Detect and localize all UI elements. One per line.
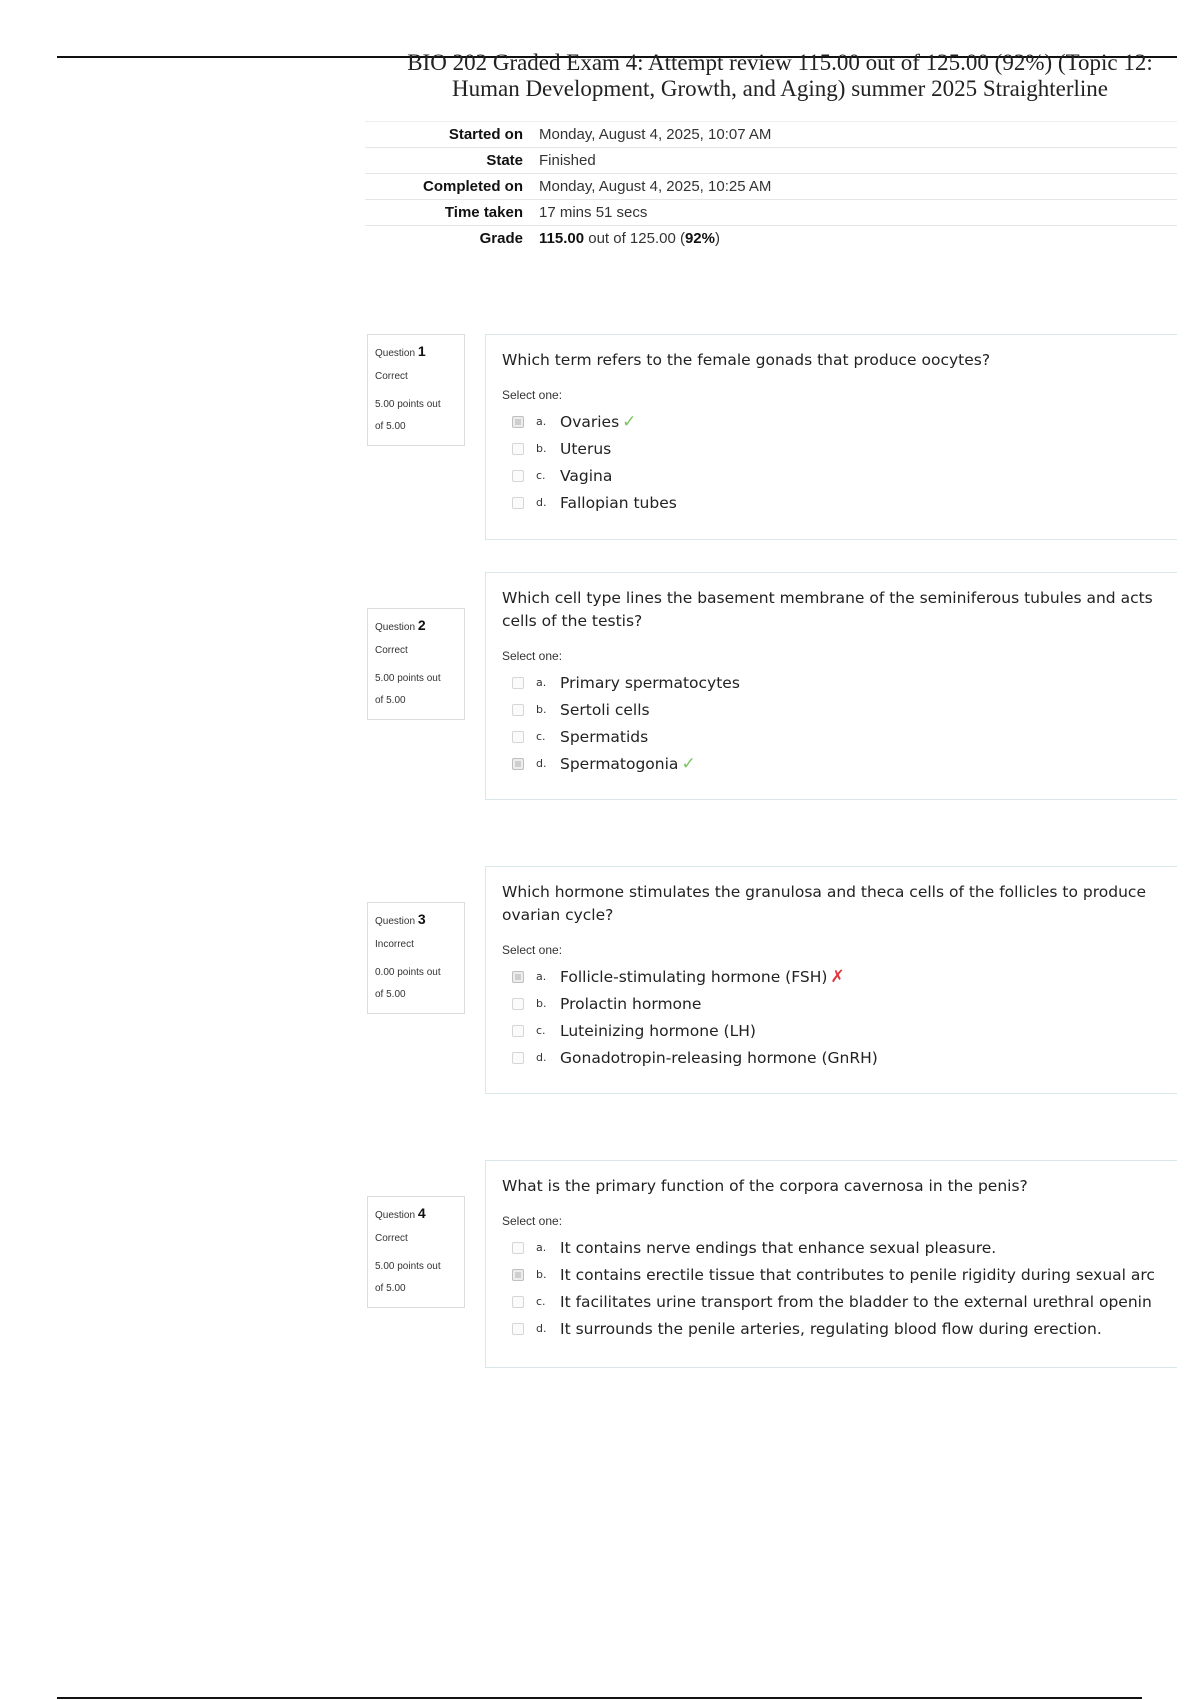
summary-label: Time taken xyxy=(365,200,531,226)
radio-button[interactable] xyxy=(512,1323,524,1335)
answer-letter: b. xyxy=(536,997,547,1010)
question-grade xyxy=(375,962,457,1006)
answer-option-a[interactable] xyxy=(502,1234,1177,1261)
question-number-value: 2 xyxy=(417,617,426,633)
incorrect-cross-icon: ✗ xyxy=(830,966,845,987)
answer-letter: a. xyxy=(536,415,547,428)
summary-row-state xyxy=(365,148,1177,174)
radio-button[interactable] xyxy=(512,677,524,689)
correct-check-icon: ✓ xyxy=(622,411,637,432)
question-grade xyxy=(375,394,457,438)
answer-list xyxy=(502,963,1177,1071)
select-prompt: Select one: xyxy=(502,1214,563,1228)
question-info-2 xyxy=(367,608,465,720)
question-grade-line-1: 5.00 points out xyxy=(375,673,441,684)
answer-option-d[interactable] xyxy=(502,1315,1177,1342)
question-grade-line-1: 0.00 points out xyxy=(375,967,441,978)
answer-letter: a. xyxy=(536,970,547,983)
answer-text: It surrounds the penile arteries, regulating blood flow during erection. xyxy=(560,1319,1102,1338)
answer-option-a[interactable] xyxy=(502,669,1177,696)
radio-button[interactable] xyxy=(512,416,524,428)
answer-text: It contains erectile tissue that contributes to penile rigidity during sexual arc xyxy=(560,1265,1155,1284)
question-grade-line-2: of 5.00 xyxy=(375,1283,406,1294)
page-title xyxy=(360,50,1200,102)
answer-option-d[interactable] xyxy=(502,489,1177,516)
summary-label: Grade xyxy=(365,226,531,252)
question-state: Correct xyxy=(375,645,408,656)
question-info-3 xyxy=(367,902,465,1014)
question-number xyxy=(375,1205,457,1221)
radio-button[interactable] xyxy=(512,1025,524,1037)
radio-button[interactable] xyxy=(512,704,524,716)
answer-letter: c. xyxy=(536,1295,546,1308)
radio-button[interactable] xyxy=(512,731,524,743)
radio-button[interactable] xyxy=(512,1052,524,1064)
answer-list xyxy=(502,1234,1177,1342)
question-grade xyxy=(375,668,457,712)
question-label: Question xyxy=(375,348,416,359)
summary-value: Finished xyxy=(531,148,1177,174)
answer-option-b[interactable] xyxy=(502,1261,1177,1288)
answer-option-a[interactable] xyxy=(502,963,1177,990)
answer-letter: b. xyxy=(536,1268,547,1281)
answer-text: Sertoli cells xyxy=(560,700,650,719)
answer-letter: b. xyxy=(536,442,547,455)
summary-row-started xyxy=(365,122,1177,148)
answer-option-a[interactable] xyxy=(502,408,1177,435)
answer-option-c[interactable] xyxy=(502,462,1177,489)
answer-option-b[interactable] xyxy=(502,435,1177,462)
summary-label: Started on xyxy=(365,122,531,148)
question-grade-line-1: 5.00 points out xyxy=(375,399,441,410)
answer-letter: c. xyxy=(536,469,546,482)
answer-list xyxy=(502,669,1177,777)
answer-option-c[interactable] xyxy=(502,723,1177,750)
answer-option-b[interactable] xyxy=(502,696,1177,723)
question-grade xyxy=(375,1256,457,1300)
attempt-summary-table xyxy=(365,121,1177,252)
answer-text: Gonadotropin-releasing hormone (GnRH) xyxy=(560,1048,878,1067)
radio-button[interactable] xyxy=(512,470,524,482)
answer-letter: a. xyxy=(536,676,547,689)
select-prompt: Select one: xyxy=(502,943,563,957)
question-text-line-1: What is the primary function of the corpora cavernosa in the penis? xyxy=(502,1177,1028,1195)
answer-letter: c. xyxy=(536,1024,546,1037)
page-title-line-1: BIO 202 Graded Exam 4: Attempt review 115.00 out of 125.00 (92%) (Topic 12: xyxy=(407,50,1153,75)
summary-value: 17 mins 51 secs xyxy=(531,200,1177,226)
question-number xyxy=(375,617,457,633)
radio-button[interactable] xyxy=(512,998,524,1010)
question-grade-line-2: of 5.00 xyxy=(375,695,406,706)
answer-text: Prolactin hormone xyxy=(560,994,702,1013)
page-title-line-2: Human Development, Growth, and Aging) summer 2025 Straighterline xyxy=(451,76,1109,101)
answer-list xyxy=(502,408,1177,516)
question-label: Question xyxy=(375,916,416,927)
answer-text: Uterus xyxy=(560,439,612,458)
question-text xyxy=(502,1175,1177,1198)
question-number-value: 3 xyxy=(417,911,426,927)
question-text-line-2: cells of the testis? xyxy=(502,612,643,630)
summary-row-grade xyxy=(365,226,1177,252)
answer-option-c[interactable] xyxy=(502,1288,1177,1315)
summary-label: Completed on xyxy=(365,174,531,200)
summary-grade-value xyxy=(531,226,1177,252)
summary-row-completed xyxy=(365,174,1177,200)
question-number xyxy=(375,343,457,359)
answer-text: Ovaries xyxy=(560,412,620,431)
question-text xyxy=(502,881,1177,927)
question-box-3 xyxy=(485,866,1177,1094)
answer-letter: b. xyxy=(536,703,547,716)
radio-button[interactable] xyxy=(512,758,524,770)
answer-text: Spermatids xyxy=(560,727,649,746)
select-prompt: Select one: xyxy=(502,649,563,663)
answer-letter: d. xyxy=(536,1322,547,1335)
question-grade-line-2: of 5.00 xyxy=(375,989,406,1000)
summary-value: Monday, August 4, 2025, 10:25 AM xyxy=(531,174,1177,200)
question-text-line-1: Which term refers to the female gonads that produce oocytes? xyxy=(502,351,991,369)
answer-letter: d. xyxy=(536,757,547,770)
question-label: Question xyxy=(375,622,416,633)
answer-text: It facilitates urine transport from the bladder to the external urethral openin xyxy=(560,1292,1152,1311)
question-label: Question xyxy=(375,1210,416,1221)
question-info-1 xyxy=(367,334,465,446)
answer-option-d[interactable] xyxy=(502,1044,1177,1071)
question-text-line-1: Which hormone stimulates the granulosa and theca cells of the follicles to produce xyxy=(502,883,1146,901)
question-grade-line-1: 5.00 points out xyxy=(375,1261,441,1272)
bottom-rule xyxy=(57,1697,1142,1699)
question-box-4 xyxy=(485,1160,1177,1368)
radio-button[interactable] xyxy=(512,497,524,509)
radio-button[interactable] xyxy=(512,971,524,983)
summary-value: Monday, August 4, 2025, 10:07 AM xyxy=(531,122,1177,148)
answer-option-c[interactable] xyxy=(502,1017,1177,1044)
radio-button[interactable] xyxy=(512,1242,524,1254)
grade-percent: 92% xyxy=(684,230,715,248)
summary-row-time-taken xyxy=(365,200,1177,226)
summary-label: State xyxy=(365,148,531,174)
question-state: Incorrect xyxy=(375,939,414,950)
grade-out-of: out of 125.00 ( xyxy=(584,230,685,248)
question-state: Correct xyxy=(375,371,408,382)
radio-button[interactable] xyxy=(512,1296,524,1308)
question-grade-line-2: of 5.00 xyxy=(375,421,406,432)
question-info-4 xyxy=(367,1196,465,1308)
answer-option-d[interactable] xyxy=(502,750,1177,777)
question-number-value: 4 xyxy=(417,1205,426,1221)
question-text-line-2: ovarian cycle? xyxy=(502,906,614,924)
answer-text: Spermatogonia xyxy=(560,754,679,773)
answer-text: Follicle-stimulating hormone (FSH) xyxy=(560,967,828,986)
answer-option-b[interactable] xyxy=(502,990,1177,1017)
question-box-1 xyxy=(485,334,1177,540)
answer-letter: d. xyxy=(536,496,547,509)
question-text xyxy=(502,349,1177,372)
answer-letter: d. xyxy=(536,1051,547,1064)
answer-letter: c. xyxy=(536,730,546,743)
answer-text: Primary spermatocytes xyxy=(560,673,740,692)
answer-text: Fallopian tubes xyxy=(560,493,677,512)
answer-text: Vagina xyxy=(560,466,613,485)
radio-button[interactable] xyxy=(512,443,524,455)
grade-close: ) xyxy=(715,230,720,248)
grade-score: 115.00 xyxy=(539,230,585,248)
question-number-value: 1 xyxy=(417,343,426,359)
correct-check-icon: ✓ xyxy=(681,753,696,774)
answer-text: It contains nerve endings that enhance sexual pleasure. xyxy=(560,1238,997,1257)
radio-button[interactable] xyxy=(512,1269,524,1281)
question-text xyxy=(502,587,1177,633)
question-number xyxy=(375,911,457,927)
question-state: Correct xyxy=(375,1233,408,1244)
question-text-line-1: Which cell type lines the basement membrane of the seminiferous tubules and acts xyxy=(502,589,1153,607)
question-box-2 xyxy=(485,572,1177,800)
select-prompt: Select one: xyxy=(502,388,563,402)
answer-text: Luteinizing hormone (LH) xyxy=(560,1021,756,1040)
answer-letter: a. xyxy=(536,1241,547,1254)
